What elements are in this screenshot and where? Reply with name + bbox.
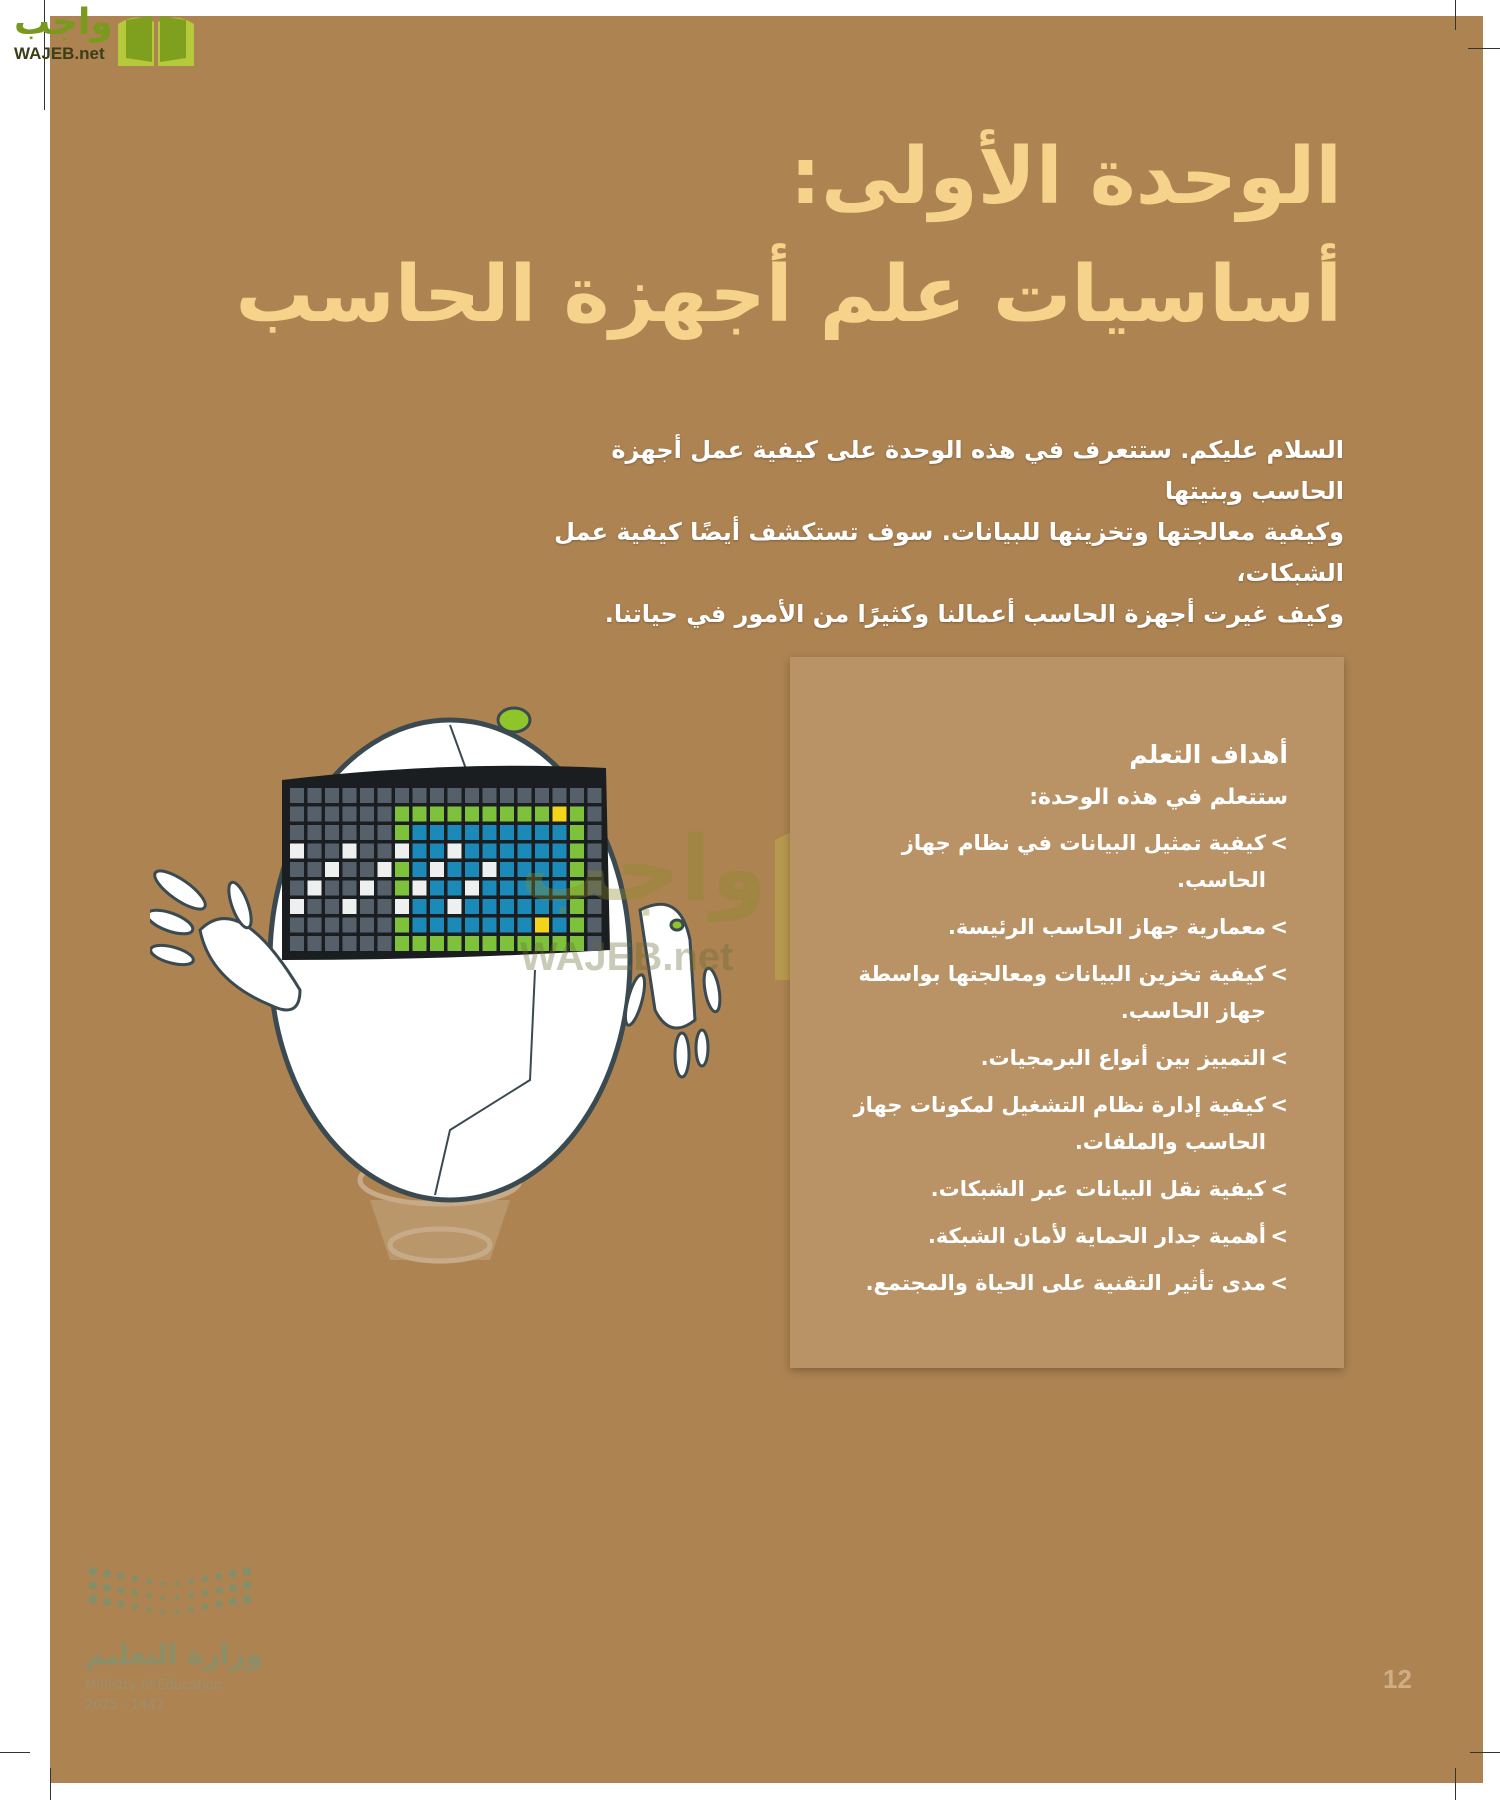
pixel bbox=[290, 807, 304, 822]
wajeb-logo[interactable] bbox=[8, 2, 193, 66]
book-icon bbox=[116, 10, 196, 68]
pixel bbox=[570, 788, 584, 803]
pixel bbox=[308, 807, 322, 822]
pixel bbox=[395, 788, 409, 803]
objective-text: التمييز بين أنواع البرمجيات. bbox=[980, 1046, 1266, 1070]
pixel bbox=[413, 936, 427, 951]
pixel bbox=[465, 844, 479, 859]
dot bbox=[146, 1607, 151, 1612]
pixel bbox=[413, 788, 427, 803]
pixel bbox=[483, 862, 497, 877]
dot bbox=[161, 1581, 166, 1586]
pixel bbox=[343, 788, 357, 803]
pixel bbox=[483, 807, 497, 822]
pixel bbox=[413, 825, 427, 840]
pixel bbox=[325, 807, 339, 822]
pixel bbox=[325, 788, 339, 803]
dot bbox=[229, 1584, 237, 1592]
pixel bbox=[343, 862, 357, 877]
dot bbox=[175, 1609, 180, 1614]
pixel bbox=[360, 825, 374, 840]
objectives-lead: ستتعلم في هذه الوحدة: bbox=[1029, 785, 1288, 810]
dot bbox=[216, 1601, 223, 1608]
crop-mark bbox=[50, 1768, 51, 1800]
page-number: 12 bbox=[1383, 1664, 1412, 1694]
pixel bbox=[430, 899, 444, 914]
pixel bbox=[483, 844, 497, 859]
crop-mark bbox=[1468, 48, 1500, 49]
pixel bbox=[395, 918, 409, 933]
objective-text: معمارية جهاز الحاسب الرئيسة. bbox=[947, 915, 1266, 939]
intro-line: وكيف غيرت أجهزة الحاسب أعمالنا وكثيرًا من الأمور في حياتنا. bbox=[604, 600, 1344, 628]
dot bbox=[216, 1587, 223, 1594]
dot bbox=[118, 1573, 125, 1580]
objectives-heading: أهداف التعلم bbox=[1129, 740, 1288, 769]
pixel bbox=[378, 788, 392, 803]
pixel bbox=[413, 844, 427, 859]
pixel bbox=[290, 825, 304, 840]
unit-title-line1: الوحدة الأولى: bbox=[789, 132, 1342, 222]
ministry-dots-icon bbox=[85, 1560, 265, 1630]
pixel bbox=[465, 807, 479, 822]
pixel bbox=[378, 862, 392, 877]
pixel bbox=[395, 899, 409, 914]
dot bbox=[103, 1570, 111, 1578]
ministry-logo bbox=[85, 1560, 275, 1730]
logo-latin: WAJEB.net bbox=[14, 44, 105, 63]
pixel bbox=[500, 788, 514, 803]
pixel bbox=[343, 807, 357, 822]
pixel bbox=[395, 825, 409, 840]
pixel bbox=[430, 788, 444, 803]
dot bbox=[188, 1593, 193, 1598]
pixel bbox=[343, 881, 357, 896]
pixel bbox=[465, 788, 479, 803]
dot bbox=[229, 1598, 237, 1606]
pixel bbox=[360, 881, 374, 896]
pixel bbox=[378, 807, 392, 822]
pixel bbox=[378, 918, 392, 933]
pixel bbox=[343, 825, 357, 840]
pixel bbox=[483, 936, 497, 951]
svg-text:واجب: واجب bbox=[520, 817, 767, 922]
objective-item bbox=[828, 1218, 1288, 1255]
objective-text: مدى تأثير التقنية على الحياة والمجتمع. bbox=[865, 1271, 1266, 1295]
crop-mark bbox=[0, 1752, 30, 1753]
crop-mark bbox=[1470, 1752, 1500, 1753]
pixel bbox=[360, 918, 374, 933]
objective-text: كيفية تخزين البيانات ومعالجتها بواسطة جهاز الحاسب. bbox=[858, 962, 1266, 1023]
dot bbox=[132, 1590, 138, 1596]
pixel bbox=[553, 788, 567, 803]
dot bbox=[132, 1604, 138, 1610]
pixel bbox=[483, 825, 497, 840]
pixel bbox=[395, 881, 409, 896]
pixel bbox=[448, 788, 462, 803]
pixel bbox=[308, 844, 322, 859]
dot bbox=[118, 1587, 125, 1594]
dot bbox=[161, 1595, 166, 1600]
objective-text: كيفية إدارة نظام التشغيل لمكونات جهاز الحاسب والملفات. bbox=[853, 1093, 1266, 1154]
pixel bbox=[360, 862, 374, 877]
objective-item bbox=[828, 1171, 1288, 1208]
pixel bbox=[465, 918, 479, 933]
dot bbox=[243, 1581, 252, 1590]
pixel bbox=[308, 899, 322, 914]
dot bbox=[202, 1590, 208, 1596]
unit-title bbox=[235, 118, 1342, 354]
bullet-chevron-icon: > bbox=[1270, 962, 1288, 986]
pixel bbox=[325, 825, 339, 840]
pixel bbox=[395, 807, 409, 822]
pixel bbox=[413, 899, 427, 914]
pixel bbox=[535, 788, 549, 803]
bullet-chevron-icon: > bbox=[1270, 1271, 1288, 1295]
dot bbox=[216, 1573, 223, 1580]
dot bbox=[132, 1576, 138, 1582]
pixel bbox=[378, 881, 392, 896]
pixel bbox=[378, 825, 392, 840]
pixel bbox=[465, 825, 479, 840]
pixel bbox=[290, 844, 304, 859]
bullet-chevron-icon: > bbox=[1270, 1177, 1288, 1201]
objective-item bbox=[828, 1040, 1288, 1077]
pixel bbox=[518, 788, 532, 803]
pixel bbox=[360, 844, 374, 859]
pixel bbox=[378, 899, 392, 914]
pixel bbox=[483, 899, 497, 914]
pixel bbox=[465, 899, 479, 914]
pixel bbox=[290, 918, 304, 933]
pixel bbox=[290, 936, 304, 951]
pixel bbox=[430, 936, 444, 951]
pixel bbox=[325, 918, 339, 933]
objective-item bbox=[828, 1265, 1288, 1302]
pixel bbox=[448, 881, 462, 896]
objective-item bbox=[828, 956, 1288, 1030]
objective-text: أهمية جدار الحماية لأمان الشبكة. bbox=[927, 1224, 1266, 1248]
pixel bbox=[448, 862, 462, 877]
dot bbox=[188, 1579, 193, 1584]
bullet-chevron-icon: > bbox=[1270, 1046, 1288, 1070]
pixel bbox=[430, 918, 444, 933]
objective-item bbox=[828, 1087, 1288, 1161]
bullet-chevron-icon: > bbox=[1270, 915, 1288, 939]
logo-arabic: واجب bbox=[14, 2, 113, 43]
unit-title-line2: أساسيات علم أجهزة الحاسب bbox=[235, 250, 1342, 340]
ministry-english: Ministry of Education bbox=[85, 1678, 223, 1693]
dot bbox=[103, 1598, 111, 1606]
ministry-arabic: وزارة التعليم bbox=[85, 1638, 263, 1671]
pixel bbox=[448, 936, 462, 951]
dot bbox=[103, 1584, 111, 1592]
pixel bbox=[360, 899, 374, 914]
bullet-chevron-icon: > bbox=[1270, 1224, 1288, 1248]
dot bbox=[161, 1609, 166, 1614]
dot bbox=[188, 1607, 193, 1612]
pixel bbox=[308, 918, 322, 933]
pixel bbox=[395, 936, 409, 951]
pixel bbox=[325, 862, 339, 877]
bullet-chevron-icon: > bbox=[1270, 1093, 1288, 1117]
dot bbox=[243, 1567, 252, 1576]
pixel bbox=[325, 936, 339, 951]
objectives-list bbox=[828, 825, 1288, 1302]
pixel bbox=[343, 899, 357, 914]
pixel bbox=[448, 918, 462, 933]
intro-line: السلام عليكم. ستتعرف في هذه الوحدة على كيفية عمل أجهزة الحاسب وبنيتها bbox=[611, 436, 1344, 505]
crop-mark bbox=[1455, 0, 1456, 30]
objective-item bbox=[828, 825, 1288, 899]
intro-line: وكيفية معالجتها وتخزينها للبيانات. سوف تستكشف أيضًا كيفية عمل الشبكات، bbox=[554, 518, 1344, 587]
pixel bbox=[430, 844, 444, 859]
svg-text:WAJEB.net: WAJEB.net bbox=[520, 935, 734, 979]
pixel bbox=[360, 936, 374, 951]
dot bbox=[89, 1595, 98, 1604]
pixel bbox=[430, 825, 444, 840]
dot bbox=[202, 1576, 208, 1582]
pixel bbox=[290, 862, 304, 877]
pixel bbox=[343, 918, 357, 933]
crop-mark bbox=[1455, 1768, 1456, 1800]
dot bbox=[202, 1604, 208, 1610]
pixel bbox=[378, 936, 392, 951]
pixel bbox=[395, 844, 409, 859]
pixel bbox=[290, 899, 304, 914]
pixel bbox=[413, 807, 427, 822]
pixel bbox=[308, 881, 322, 896]
objective-item bbox=[828, 909, 1288, 946]
pixel bbox=[483, 788, 497, 803]
pixel bbox=[430, 807, 444, 822]
objective-text: كيفية تمثيل البيانات في نظام جهاز الحاسب. bbox=[901, 831, 1266, 892]
pixel bbox=[290, 881, 304, 896]
pixel bbox=[360, 788, 374, 803]
dot bbox=[118, 1601, 125, 1608]
pixel bbox=[413, 881, 427, 896]
pixel bbox=[448, 899, 462, 914]
robot-light bbox=[498, 708, 530, 732]
pixel bbox=[483, 881, 497, 896]
pixel bbox=[430, 881, 444, 896]
dot bbox=[146, 1593, 151, 1598]
pixel bbox=[448, 844, 462, 859]
pixel bbox=[308, 788, 322, 803]
pixel bbox=[465, 936, 479, 951]
pixel bbox=[325, 899, 339, 914]
ministry-year: 2025 - 1447 bbox=[85, 1698, 165, 1713]
pixel bbox=[448, 825, 462, 840]
pixel bbox=[378, 844, 392, 859]
pixel bbox=[343, 936, 357, 951]
dot bbox=[175, 1595, 180, 1600]
pixel bbox=[448, 807, 462, 822]
intro-paragraph bbox=[524, 430, 1344, 635]
pixel bbox=[325, 881, 339, 896]
dot bbox=[89, 1581, 98, 1590]
pixel bbox=[413, 862, 427, 877]
dot bbox=[146, 1579, 151, 1584]
dot bbox=[229, 1570, 237, 1578]
pixel bbox=[430, 862, 444, 877]
pixel bbox=[483, 918, 497, 933]
pixel bbox=[290, 788, 304, 803]
pixel bbox=[308, 936, 322, 951]
learning-objectives-box bbox=[790, 657, 1344, 1368]
pixel bbox=[465, 862, 479, 877]
pixel bbox=[360, 807, 374, 822]
pixel bbox=[343, 844, 357, 859]
bullet-chevron-icon: > bbox=[1270, 831, 1288, 855]
pixel bbox=[395, 862, 409, 877]
pixel bbox=[308, 862, 322, 877]
objective-text: كيفية نقل البيانات عبر الشبكات. bbox=[930, 1177, 1266, 1201]
pixel bbox=[465, 881, 479, 896]
pixel bbox=[413, 918, 427, 933]
pixel bbox=[325, 844, 339, 859]
dot bbox=[89, 1567, 98, 1576]
pixel bbox=[308, 825, 322, 840]
dot bbox=[243, 1595, 252, 1604]
pixel bbox=[588, 788, 602, 803]
dot bbox=[175, 1581, 180, 1586]
